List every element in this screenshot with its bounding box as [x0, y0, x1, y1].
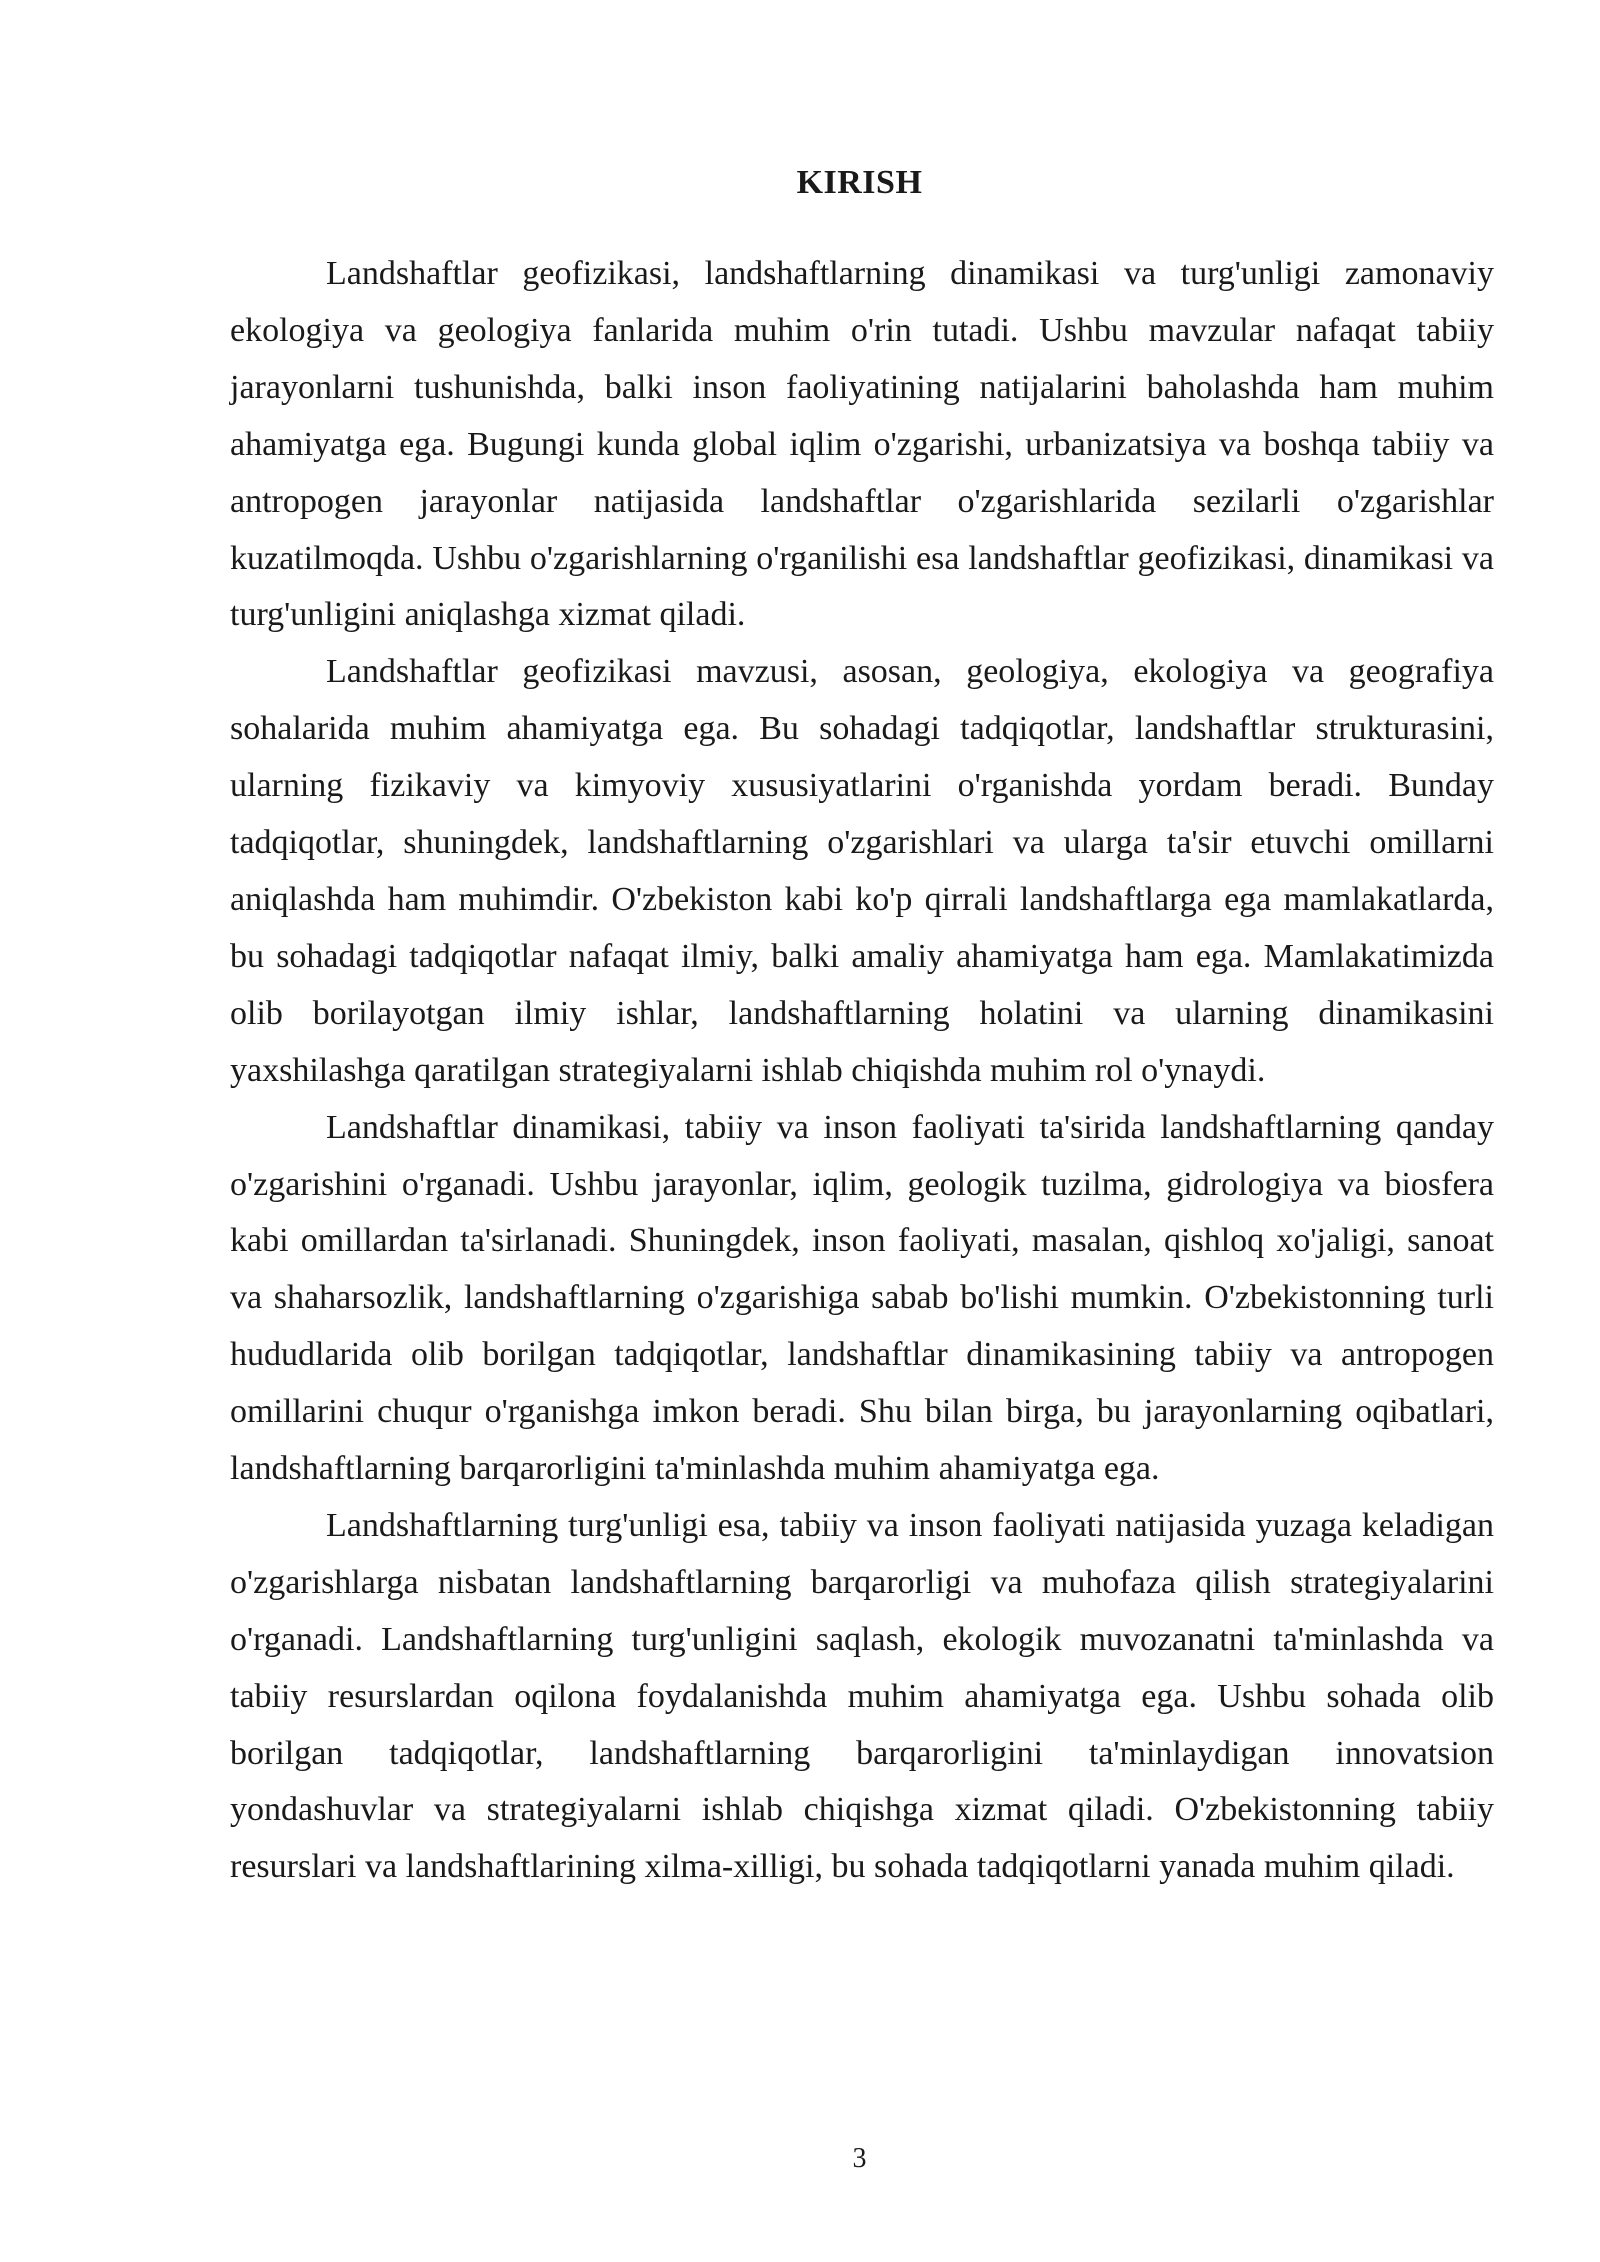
body-text: [230, 246, 1494, 1896]
paragraph-4: Landshaftlarning turg'unligi esa, tabiiy va inson faoliyati natijasida yuzaga keladigan o'zgarishlarga nisbatan landshaftlarning barqarorligi va muhofaza qilish strategiyalarini o'rganadi. Landshaftlarning turg'unligini saqlash, ekologik muvozanatni ta'minlashda va tabiiy resurslardan oqilona foydalanishda muhim ahamiyatga ega. Ushbu sohada olib borilgan tadqiqotlar, landshaftlarning barqarorligini ta'minlaydigan innovatsion yondashuvlar va strategiyalarni ishlab chiqishga xizmat qiladi. O'zbekistonning tabiiy resurslari va landshaftlarining xilma-xilligi, bu sohada tadqiqotlarni yanada muhim qiladi.: [230, 1506, 1494, 1886]
page-title: KIRISH: [796, 164, 923, 201]
paragraph-1: Landshaftlar geofizikasi, landshaftlarning dinamikasi va turg'unligi zamonaviy ekologiya va geologiya fanlarida muhim o'rin tutadi. Ushbu mavzular nafaqat tabiiy jarayonlarni tushunishda, balki inson faoliyatining natijalarini baholashda ham muhim ahamiyatga ega. Bugungi kunda global iqlim o'zgarishi, urbanizatsiya va boshqa tabiiy va antropogen jarayonlar natijasida landshaftlar o'zgarishlarida sezilarli o'zgarishlar kuzatilmoqda. Ushbu o'zgarishlarning o'rganilishi esa landshaftlar geofizikasi, dinamikasi va turg'unligini aniqlashga xizmat qiladi.: [230, 255, 1494, 634]
page-number: 3: [852, 2143, 867, 2174]
paragraph-2: Landshaftlar geofizikasi mavzusi, asosan, geologiya, ekologiya va geografiya sohalarida muhim ahamiyatga ega. Bu sohadagi tadqiqotlar, landshaftlar strukturasini, ularning fizikaviy va kimyoviy xususiyatlarini o'rganishda yordam beradi. Bunday tadqiqotlar, shuningdek, landshaftlarning o'zgarishlari va ularga ta'sir etuvchi omillarni aniqlashda ham muhimdir. O'zbekiston kabi ko'p qirrali landshaftlarga ega mamlakatlarda, bu sohadagi tadqiqotlar nafaqat ilmiy, balki amaliy ahamiyatga ham ega. Mamlakatimizda olib borilayotgan ilmiy ishlar, landshaftlarning holatini va ularning dinamikasini yaxshilashga qaratilgan strategiyalarni ishlab chiqishda muhim rol o'ynaydi.: [230, 653, 1494, 1089]
paragraph-3: Landshaftlar dinamikasi, tabiiy va inson faoliyati ta'sirida landshaftlarning qanday o'zgarishini o'rganadi. Ushbu jarayonlar, iqlim, geologik tuzilma, gidrologiya va biosfera kabi omillardan ta'sirlanadi. Shuningdek, inson faoliyati, masalan, qishloq xo'jaligi, sanoat va shaharsozlik, landshaftlarning o'zgarishiga sabab bo'lishi mumkin. O'zbekistonning turli hududlarida olib borilgan tadqiqotlar, landshaftlar dinamikasining tabiiy va antropogen omillarini chuqur o'rganishga imkon beradi. Shu bilan birga, bu jarayonlarning oqibatlari, landshaftlarning barqarorligini ta'minlashda muhim ahamiyatga ega.: [230, 1108, 1494, 1488]
